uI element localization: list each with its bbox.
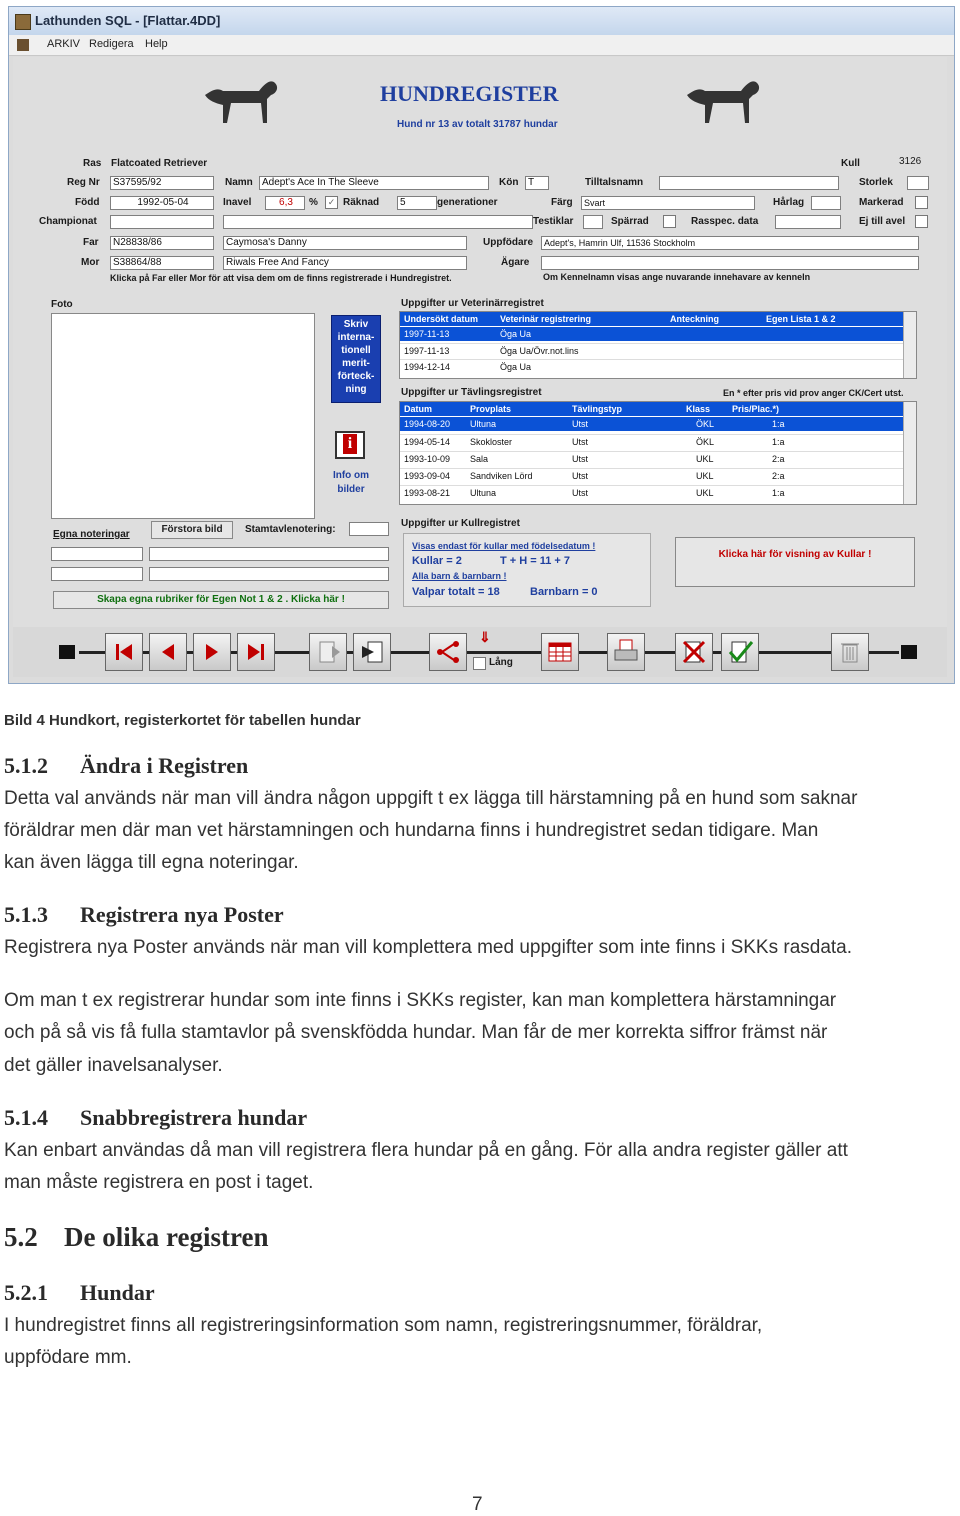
inavel-checkbox[interactable]: ✓ [325, 196, 338, 209]
cell-class: UKL [696, 471, 714, 481]
hundregister-form [13, 57, 947, 641]
paragraph-line: uppfödare mm. [4, 1347, 132, 1368]
fodd-field[interactable]: 1992-05-04 [110, 196, 214, 210]
ej-till-avel-label: Ej till avel [859, 216, 906, 227]
section-5-2-number: 5.2 [4, 1222, 38, 1252]
cell-prize: 2:a [772, 471, 785, 481]
section-5-2-title: De olika registren [64, 1222, 269, 1252]
regnr-label: Reg Nr [67, 177, 100, 188]
vet-table-header [400, 312, 904, 326]
storlek-label: Storlek [859, 177, 893, 188]
section-5-1-2-title: Ändra i Registren [80, 753, 249, 778]
paragraph-line: Detta val används när man vill ändra någon uppgift t ex lägga till härstamning på en hund som saknar [4, 788, 858, 809]
info-om-bilder-label[interactable]: Info om bilder [332, 470, 370, 495]
forstora-bild-button[interactable]: Förstora bild [151, 521, 233, 539]
first-record-icon[interactable] [105, 633, 143, 671]
page-number: 7 [472, 1494, 483, 1515]
cell-date: 1997-11-13 [404, 329, 450, 339]
paragraph-line: Kan enbart användas då man vill registrera flera hundar på en gång. För alla andra register gäller att [4, 1140, 848, 1161]
mor-regnr-field[interactable]: S38864/88 [110, 256, 214, 270]
testiklar-field[interactable] [583, 215, 603, 229]
vet-col-datum[interactable]: Undersökt datum [404, 314, 479, 324]
cell-date: 1993-09-04 [404, 471, 451, 481]
tilltalsnamn-label: Tilltalsnamn [585, 177, 644, 188]
vet-col-anteckning[interactable]: Anteckning [670, 314, 720, 324]
record-counter: Hund nr 13 av totalt 31787 hundar [397, 119, 558, 130]
app-icon [15, 14, 31, 30]
tav-col-tavlingstyp[interactable]: Tävlingstyp [572, 404, 623, 414]
fodd-label: Född [75, 197, 100, 208]
stamtavlenotering-label: Stamtavlenotering: [245, 524, 336, 535]
table-row[interactable] [400, 434, 904, 449]
kull-value: 3126 [899, 156, 922, 167]
paragraph-line: I hundregistret finns all registreringsinformation som namn, registreringsnummer, föräldrar, [4, 1315, 763, 1336]
inavel-label: Inavel [223, 197, 252, 208]
table-row[interactable] [400, 327, 904, 341]
egen-not-1-field[interactable] [149, 547, 389, 561]
section-5-2-1-number: 5.2.1 [4, 1280, 48, 1305]
lang-checkbox[interactable] [473, 657, 486, 670]
ej-till-avel-checkbox[interactable] [915, 215, 928, 228]
namn-label: Namn [225, 177, 253, 188]
championat-field[interactable] [110, 215, 214, 229]
cell-place: Ultuna [470, 488, 497, 498]
cell-place: Sandviken Lörd [470, 471, 533, 481]
kull-birthdate-link[interactable]: Visas endast för kullar med födelsedatum ! [412, 541, 596, 551]
toolbar-stop-right-icon [901, 645, 917, 659]
uppfodare-label: Uppfödare [483, 237, 533, 248]
farg-field[interactable]: Svart [581, 196, 755, 210]
cell-class: ÖKL [696, 419, 715, 429]
menu-bar [9, 35, 954, 56]
rasspec-field[interactable] [775, 215, 841, 229]
tav-col-pris[interactable]: Pris/Plac.*) [732, 404, 780, 414]
generationer-label: generationer [437, 197, 498, 208]
agare-label: Ägare [501, 257, 530, 268]
barn-barnbarn-link[interactable]: Alla barn & barnbarn ! [412, 571, 507, 581]
vet-table[interactable] [399, 311, 917, 379]
raknad-field[interactable]: 5 [397, 196, 437, 210]
cell-date: 1993-08-21 [404, 488, 451, 498]
agare-field[interactable] [541, 256, 919, 270]
dog-silhouette-icon [683, 73, 763, 129]
pedigree-icon[interactable] [429, 633, 467, 671]
page-title: HUNDREGISTER [380, 81, 559, 106]
vet-col-egen-lista[interactable]: Egen Lista 1 & 2 [766, 314, 836, 324]
tav-table[interactable] [399, 401, 917, 505]
lang-label: Lång [489, 657, 513, 668]
regnr-field[interactable]: S37595/92 [110, 176, 214, 190]
section-5-1-3-title: Registrera nya Poster [80, 902, 284, 927]
cell-date: 1993-10-09 [404, 454, 451, 464]
kull-label: Kull [841, 158, 860, 169]
rasspec-label: Rasspec. data [691, 216, 759, 227]
info-icon[interactable]: i [335, 431, 365, 459]
calendar-icon[interactable] [541, 633, 579, 671]
kullar-count: Kullar = 2 [412, 555, 462, 567]
tav-note: En * efter pris vid prov anger CK/Cert utst. [723, 388, 904, 398]
kon-label: Kön [499, 177, 519, 188]
sparrad-checkbox[interactable] [663, 215, 676, 228]
cell-prize: 1:a [772, 437, 785, 447]
photo-frame[interactable] [51, 313, 315, 519]
title-bar [9, 7, 954, 35]
markerad-label: Markerad [859, 197, 904, 208]
kull-summary-panel [403, 533, 651, 607]
ras-label: Ras [83, 158, 102, 169]
menu-arkiv[interactable]: ARKIV [47, 38, 81, 50]
table-row[interactable] [400, 343, 904, 358]
cell-place: Skokloster [470, 437, 513, 447]
cell-prize: 1:a [772, 488, 785, 498]
farg-label: Färg [551, 197, 573, 208]
section-5-1-4-title: Snabbregistrera hundar [80, 1105, 308, 1130]
foto-label: Foto [51, 299, 73, 310]
paragraph-line: man måste registrera en post i taget. [4, 1172, 314, 1193]
arrow-down-icon[interactable]: ⇓ [479, 629, 491, 645]
skriv-merit-button[interactable]: Skriv interna-tionell merit-förteck-ning [331, 315, 381, 403]
tav-col-provplats[interactable]: Provplats [470, 404, 512, 414]
vet-col-registrering[interactable]: Veterinär registrering [500, 314, 592, 324]
egna-noteringar-label: Egna noteringar [53, 529, 130, 540]
section-5-1-3-number: 5.1.3 [4, 902, 48, 927]
paragraph-line: Registrera nya Poster används när man vill komplettera med uppgifter som inte finns i SKKs rasdata. [4, 937, 853, 958]
tav-table-header [400, 402, 904, 416]
cell-type: Utst [572, 419, 589, 429]
last-record-icon[interactable] [237, 633, 275, 671]
tav-scrollbar[interactable] [903, 402, 916, 504]
import-icon[interactable] [353, 633, 391, 671]
far-mor-hint: Klicka på Far eller Mor för att visa dem om de finns registrerade i Hundregistret. [110, 273, 452, 283]
table-row[interactable] [400, 485, 904, 500]
cancel-icon[interactable] [675, 633, 713, 671]
mor-namn-field[interactable]: Riwals Free And Fancy [223, 256, 467, 270]
sparrad-label: Spärrad [611, 216, 649, 227]
accept-icon[interactable] [721, 633, 759, 671]
tav-col-datum[interactable]: Datum [404, 404, 433, 414]
harlag-label: Hårlag [773, 197, 805, 208]
table-row[interactable] [400, 359, 904, 374]
table-row[interactable] [400, 451, 904, 466]
print-icon[interactable] [607, 633, 645, 671]
cell-class: UKL [696, 454, 714, 464]
visa-kullar-button[interactable]: Klicka här för visning av Kullar ! [675, 537, 915, 587]
cell-date: 1997-11-13 [404, 346, 450, 356]
previous-record-icon[interactable] [149, 633, 187, 671]
cell-prize: 2:a [772, 454, 785, 464]
cell-vet: Öga Ua [500, 362, 532, 372]
section-5-1-2-number: 5.1.2 [4, 753, 48, 778]
cell-date: 1994-08-20 [404, 419, 451, 429]
stamtavlenotering-field[interactable] [349, 522, 389, 536]
namn-field[interactable]: Adept's Ace In The Sleeve [259, 176, 489, 190]
trash-icon[interactable] [831, 633, 869, 671]
cell-date: 1994-05-14 [404, 437, 451, 447]
cell-date: 1994-12-14 [404, 362, 451, 372]
valpar-totalt: Valpar totalt = 18 [412, 586, 500, 598]
vet-scrollbar[interactable] [903, 312, 916, 378]
section-5-1-4-number: 5.1.4 [4, 1105, 48, 1130]
tilltalsnamn-field[interactable] [659, 176, 839, 190]
barnbarn-count: Barnbarn = 0 [530, 586, 598, 598]
far-label: Far [83, 237, 99, 248]
harlag-field[interactable] [811, 196, 841, 210]
paragraph-line: föräldrar men där man vet härstamningen och hundarna finns i hundregistret sedan tidigare. Man [4, 820, 819, 841]
t-h-count: T + H = 11 + 7 [500, 555, 571, 567]
testiklar-label: Testiklar [533, 216, 574, 227]
toolbar-stop-left-icon [59, 645, 75, 659]
cell-type: Utst [572, 454, 589, 464]
skapa-rubriker-button[interactable]: Skapa egna rubriker för Egen Not 1 & 2 . Klicka här ! [53, 591, 389, 609]
raknad-label: Räknad [343, 197, 380, 208]
paragraph-line: och på så vis få fulla stamtavlor på svenskfödda hundar. Man får de mer korrekta siffror främst när [4, 1022, 828, 1043]
kennel-hint: Om Kennelnamn visas ange nuvarande innehavare av kenneln [543, 272, 811, 282]
paragraph-line: kan även lägga till egna noteringar. [4, 852, 299, 873]
menu-help[interactable]: Help [145, 38, 168, 50]
cell-class: UKL [696, 488, 714, 498]
cell-place: Ultuna [470, 419, 497, 429]
section-5-2-1-title: Hundar [80, 1280, 155, 1305]
egen-not-2-label-field[interactable] [51, 567, 143, 581]
cell-type: Utst [572, 437, 589, 447]
cell-type: Utst [572, 471, 589, 481]
window-title: Lathunden SQL - [Flattar.4DD] [35, 13, 221, 28]
kull-title: Uppgifter ur Kullregistret [401, 518, 520, 529]
championat-label: Championat [39, 216, 97, 227]
egen-not-2-field[interactable] [149, 567, 389, 581]
paragraph-line: Om man t ex registrerar hundar som inte finns i SKKs register, kan man komplettera härstamningar [4, 990, 837, 1011]
cell-vet: Öga Ua [500, 329, 532, 339]
dog-silhouette-icon [201, 73, 281, 129]
app-menu-icon[interactable] [17, 39, 29, 51]
tav-title: Uppgifter ur Tävlingsregistret [401, 387, 542, 398]
kon-field[interactable]: T [525, 176, 549, 190]
table-row[interactable] [400, 417, 904, 431]
mor-label: Mor [81, 257, 100, 268]
vet-title: Uppgifter ur Veterinärregistret [401, 298, 544, 309]
uppfodare-field[interactable]: Adept's, Hamrin Ulf, 11536 Stockholm [541, 236, 919, 250]
export-icon[interactable] [309, 633, 347, 671]
championat-detail-field[interactable] [223, 215, 533, 229]
storlek-field[interactable] [907, 176, 929, 190]
inavel-field[interactable]: 6,3 [265, 196, 305, 210]
cell-prize: 1:a [772, 419, 785, 429]
cell-type: Utst [572, 488, 589, 498]
record-toolbar [13, 627, 947, 677]
next-record-icon[interactable] [193, 633, 231, 671]
far-namn-field[interactable]: Caymosa's Danny [223, 236, 467, 250]
table-row[interactable] [400, 468, 904, 483]
menu-redigera[interactable]: Redigera [89, 38, 134, 50]
cell-place: Sala [470, 454, 489, 464]
cell-vet: Öga Ua/Övr.not.lins [500, 346, 579, 356]
percent-label: % [309, 197, 318, 208]
app-window [8, 6, 955, 684]
ras-value[interactable]: Flatcoated Retriever [111, 158, 208, 169]
egen-not-1-label-field[interactable] [51, 547, 143, 561]
far-regnr-field[interactable]: N28838/86 [110, 236, 214, 250]
figure-caption: Bild 4 Hundkort, registerkortet för tabellen hundar [4, 712, 361, 729]
tav-col-klass[interactable]: Klass [686, 404, 711, 414]
markerad-checkbox[interactable] [915, 196, 928, 209]
cell-class: ÖKL [696, 437, 715, 447]
paragraph-line: det gäller inavelsanalyser. [4, 1055, 223, 1076]
